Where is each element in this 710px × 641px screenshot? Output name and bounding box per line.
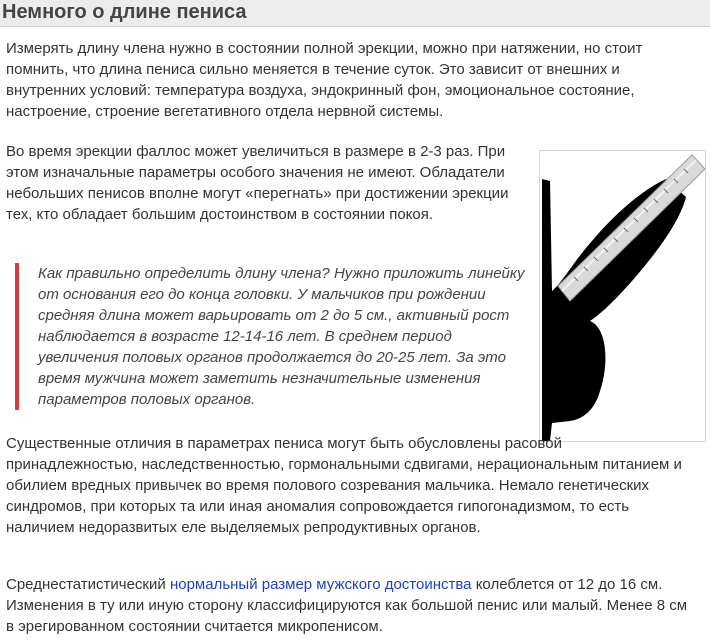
paragraph-erection: Во время эрекции фаллос может увеличиться в размере в 2-3 раз. При этом изначальные параметры особого значения не имеют. Обладатели небольших пенисов вполне могут «перегнать» при достижении эрекции тех, кто обладает большим достоинством в состоянии покоя. [6,143,509,223]
quote-block [15,263,525,410]
normal-size-link[interactable]: нормальный размер мужского достоинства [169,576,472,593]
paragraph-differences: Существенные отличия в параметрах пениса могут быть обусловлены расовой принадлежностью, наследственностью, гормональными сдвигами, нерациональным питанием и обилием вредных привычек во время полового созревания мальчика. Немало генетических синдромов, при которых та или иная аномалия сопровождается гипогонадизмом, то есть наличием недоразвитых еле выделяемых репродуктивных органов. [6,435,682,536]
ruler-illustration [539,150,706,442]
paragraph-text-start: Среднестатистический [6,576,170,593]
paragraph-measurement: Измерять длину члена нужно в состоянии полной эрекции, можно при натяжении, но стоит помнить, что длина пениса сильно меняется в течение суток. Это зависит от внешних и внутренних условий: температура воздуха, эндокринный фон, эмоциональное состояние, настроение, строение вегетативного отдела нервной системы. [6,40,643,120]
quote-text: Как правильно определить длину члена? Нужно приложить линейку от основания его до конца головки. У мальчиков при рождении средняя длина может варьировать от 2 до 5 см., активный рост наблюдается в возрасте 12-14-16 лет. В среднем период увеличения половых органов продолжается до 20-25 лет. За это время мужчина может заметить незначительные изменения параметров половых органов. [38,265,525,408]
silhouette-shape [542,179,686,441]
silhouette-ruler-icon [540,151,705,441]
paragraph-text-end: колеблется от 12 до 16 см. Изменения в ту или иную сторону классифицируются как большой пенис или малый. Менее 8 см в эрегированном состоянии считается микропенисом. [6,576,688,635]
page-title: Немного о длине пениса [0,0,710,27]
paragraph-average-size [6,574,696,637]
